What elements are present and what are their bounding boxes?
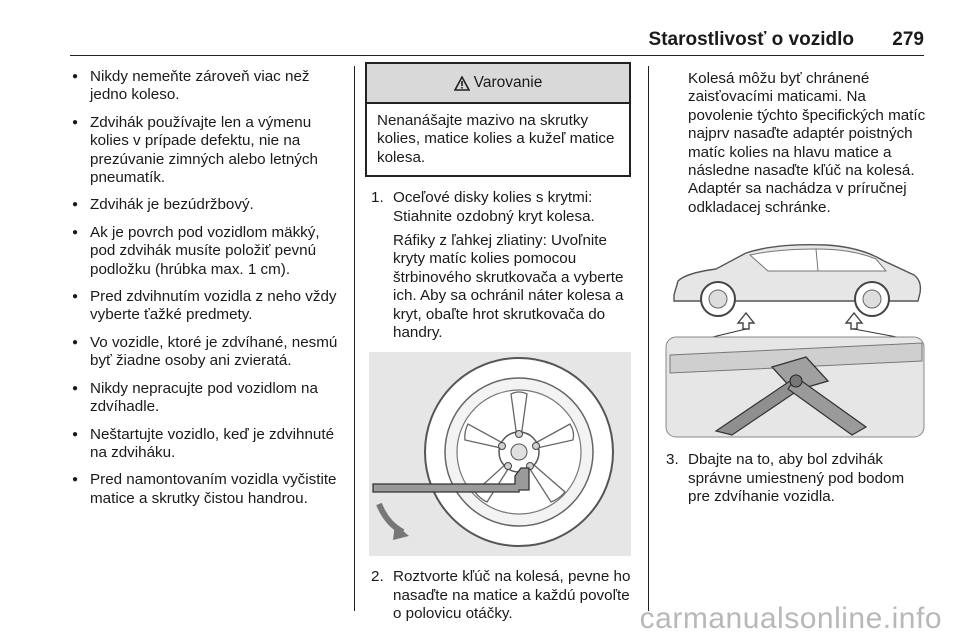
step-text: Roztvorte kľúč na kolesá, pevne ho nasaďte na matice a každú povoľte o polovicu otáčky. — [393, 568, 631, 623]
step-number: 2. — [371, 568, 384, 586]
list-item: ● Zdvihák je bezúdržbový. — [70, 196, 342, 214]
column-divider-2 — [648, 66, 649, 611]
list-item: ● Nikdy nemeňte zároveň viac než jedno koleso. — [70, 68, 342, 105]
warning-text: Nenanášajte mazivo na skrutky kolies, matice kolies a kužeľ matice kolesa. — [377, 112, 615, 166]
page-title: Starostlivosť o vozidlo — [648, 29, 854, 50]
jacking-points-illustration — [656, 231, 928, 439]
warning-title: Varovanie — [473, 73, 543, 91]
header-divider — [70, 55, 924, 56]
list-item: ● Nikdy nepracujte pod vozidlom na zdvíhadle. — [70, 380, 342, 417]
step-number: 1. — [371, 189, 384, 207]
watermark: carmanualsonline.info — [639, 602, 942, 635]
step-1 — [365, 189, 635, 226]
list-item: ● Neštartujte vozidlo, keď je zdvihnuté na zdviháku. — [70, 426, 342, 463]
step-3 — [660, 451, 930, 506]
step-text: Oceľové disky kolies s krytmi: Stiahnite ozdobný kryt kolesa. — [393, 189, 595, 225]
list-item: ● Vo vozidle, ktoré je zdvíhané, nesmú byť žiadne osoby ani zvieratá. — [70, 334, 342, 371]
step-1-detail: Ráfiky z ľahkej zliatiny: Uvoľnite kryty matíc kolies pomocou štrbinového skrutkovača a vyberte ich. Aby sa ochránil náter kolesa a kryt, obaľte hrot skrutkovača do handry. — [393, 232, 624, 342]
column-divider-1 — [354, 66, 355, 611]
page-number: 279 — [892, 29, 924, 50]
list-item: ● Pred namontovaním vozidla vyčistite matice a skrutky čistou handrou. — [70, 471, 342, 508]
column-1 — [70, 68, 342, 517]
column-3 — [660, 70, 930, 512]
step-2 — [365, 568, 635, 623]
list-item: ● Pred zdvihnutím vozidla z neho vždy vyberte ťažké predmety. — [70, 288, 342, 325]
column-2 — [365, 62, 635, 630]
step-text: Dbajte na to, aby bol zdvihák správne umiestnený pod bodom pre zdvíhanie vozidla. — [688, 451, 905, 506]
locking-nut-note: Kolesá môžu byť chránené zaisťovacími maticami. Na povolenie týchto špecifických matíc najprv nasaďte adaptér poistných matíc kolies na hlavu matice a následne nasaďte kľúč na kolesá. Adaptér sa nachádza v príručnej odkladacej schránke. — [688, 70, 926, 216]
step-number: 3. — [666, 451, 679, 469]
list-item: ● Ak je povrch pod vozidlom mäkký, pod zdvihák musíte položiť pevnú podložku (hrúbka max. 1 cm). — [70, 224, 342, 279]
warning-header — [367, 64, 629, 104]
wheel-wrench-illustration — [369, 352, 631, 556]
list-item: ● Zdvihák používajte len a výmenu kolies v prípade defektu, nie na prezúvanie zimných alebo letných pneumatík. — [70, 114, 342, 188]
warning-box — [365, 62, 631, 177]
warning-icon — [454, 76, 470, 91]
